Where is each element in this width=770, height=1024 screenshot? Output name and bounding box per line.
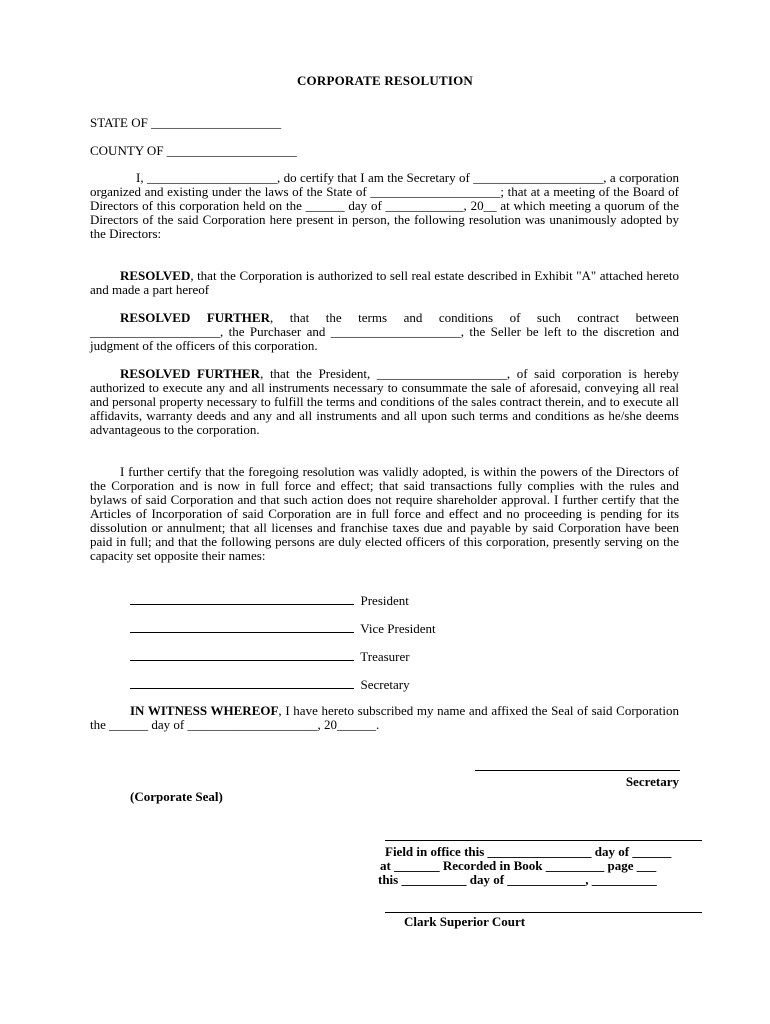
- filing-line-3: this __________ day of ____________, __________: [378, 872, 657, 887]
- resolved-further-2-paragraph: [90, 367, 679, 437]
- officer-row-president: [130, 592, 409, 609]
- court-label: Clark Superior Court: [404, 914, 526, 929]
- secretary-signature-line: [475, 770, 680, 771]
- officer-row-vice-president: [130, 620, 436, 637]
- filing-line-1: Field in office this ________________ day of ______: [385, 844, 672, 859]
- signature-blank: [130, 620, 354, 633]
- resolved-paragraph: [90, 269, 679, 297]
- officer-row-secretary: [130, 676, 410, 693]
- resolved-further-2-text: , that the President, ____________________, of said corporation is hereby authorized to execute any and all instruments necessary to consummate the sale of aforesaid, conveying all real and personal property necessary to fulfill the terms and conditions of the sales contract therein, and to execute all affidavits, warranty deeds and any and all instruments and all upon such terms and conditions as he/she deems advantageous to the corporation.: [90, 366, 679, 437]
- resolved-label: RESOLVED: [120, 268, 191, 283]
- county-line: COUNTY OF ____________________: [90, 143, 297, 158]
- witness-paragraph: [90, 704, 679, 732]
- certify-paragraph: I further certify that the foregoing resolution was validly adopted, is within the powers of the Directors of the Corporation and is now in full force and effect; that said transactions fully complies with the rules and bylaws of said Corporation and that such action does not require shareholder approval. I further certify that the Articles of Incorporation of said Corporation are in full force and effect and no proceeding is pending for its dissolution or annulment; that all licenses and franchise taxes due and payable by said Corporation have been paid in full; and that the following persons are duly elected officers of this corporation, presently serving on the capacity set opposite their names:: [90, 464, 679, 563]
- resolved-further-1-label: RESOLVED FURTHER: [120, 310, 270, 325]
- state-line: STATE OF ____________________: [90, 115, 282, 130]
- officer-title: Treasurer: [360, 649, 410, 664]
- signature-blank: [130, 648, 354, 661]
- resolved-text: , that the Corporation is authorized to sell real estate described in Exhibit "A" attached hereto and made a part hereof: [90, 268, 679, 297]
- filing-line-2: at _______ Recorded in Book _________ page ___: [380, 858, 657, 873]
- officer-title: President: [360, 593, 409, 608]
- court-signature-line: [385, 912, 702, 913]
- officer-title: Secretary: [360, 677, 410, 692]
- witness-label: IN WITNESS WHEREOF: [130, 703, 279, 718]
- intro-paragraph: I, ____________________, do certify that I am the Secretary of ____________________, a corporation organized and existing under the laws of the State of ____________________; that at a meeting of the Board of Directors of this corporation held on the ______ day of ____________, 20__ at which meeting a quorum of the Directors of the said Corporation here present in person, the following resolution was unanimously adopted by the Directors:: [90, 170, 679, 241]
- signature-blank: [130, 592, 354, 605]
- resolved-further-1-paragraph: [90, 311, 679, 353]
- resolved-further-1-text: , that the terms and conditions of such contract between ____________________, the Purchaser and ____________________, the Seller be left to the discretion and judgment of the officers of this corporation.: [90, 310, 679, 353]
- corporate-seal-label: (Corporate Seal): [130, 789, 223, 804]
- filing-top-line: [385, 840, 702, 841]
- witness-text: , I have hereto subscribed my name and affixed the Seal of said Corporation the ______ day of ____________________, 20______.: [90, 703, 679, 732]
- officer-row-treasurer: [130, 648, 410, 665]
- signature-blank: [130, 676, 354, 689]
- secretary-signature-label: Secretary: [625, 774, 679, 789]
- resolved-further-2-label: RESOLVED FURTHER: [120, 366, 261, 381]
- officer-title: Vice President: [360, 621, 436, 636]
- document-title: CORPORATE RESOLUTION: [296, 73, 474, 88]
